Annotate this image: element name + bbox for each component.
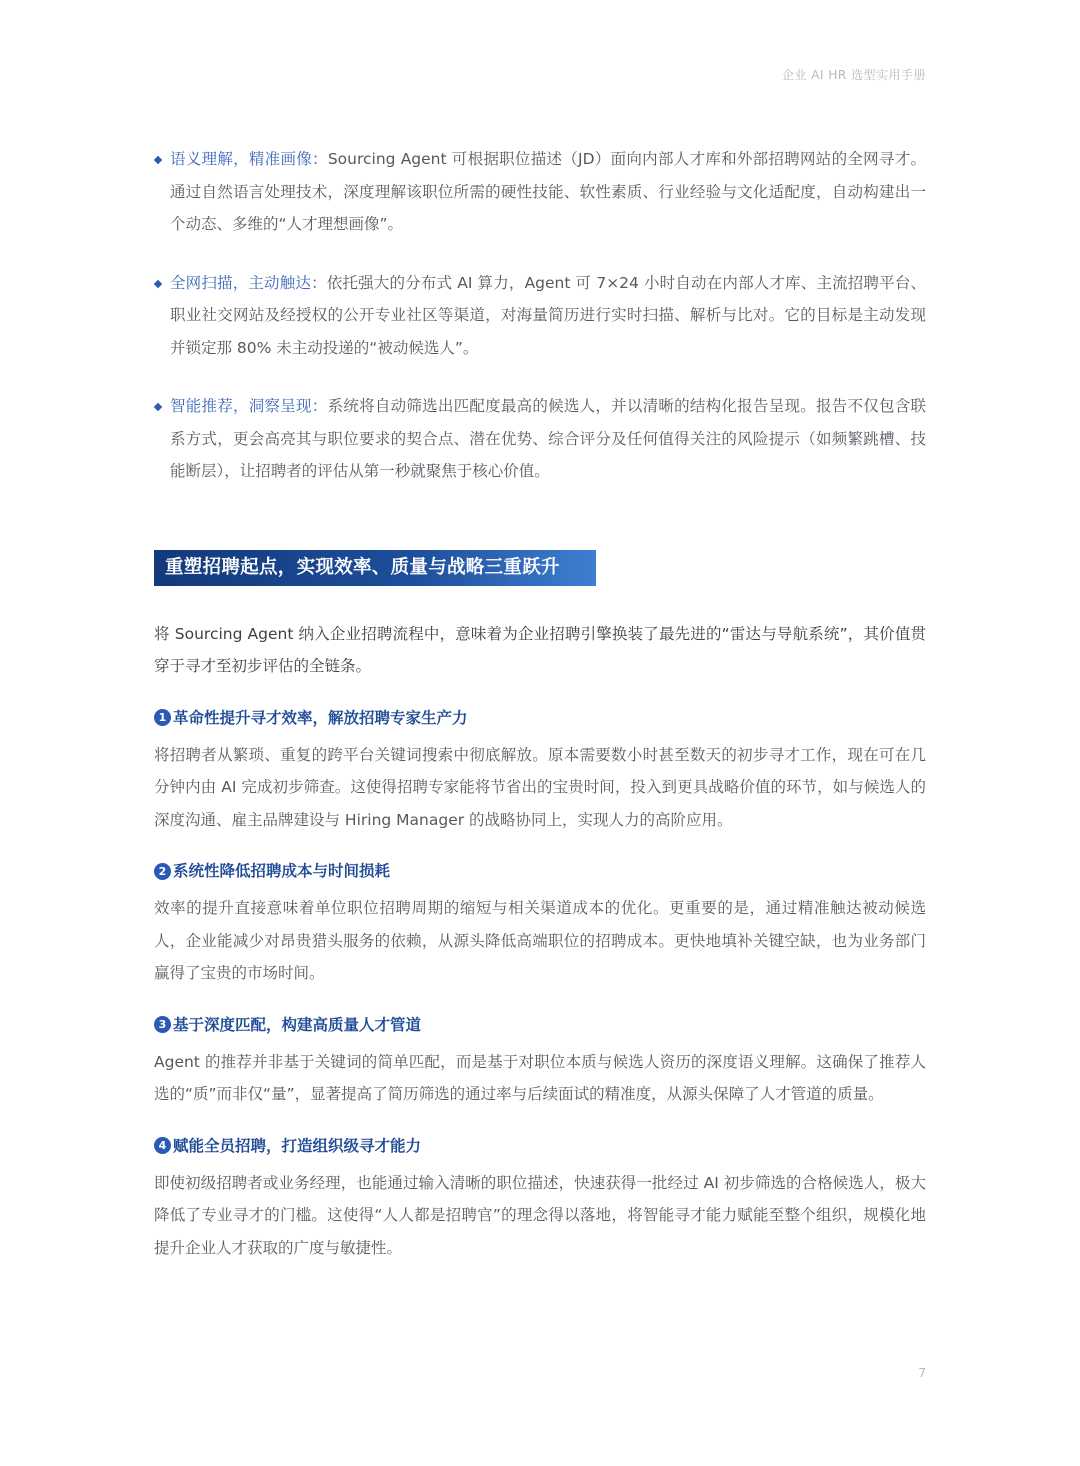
number-badge-icon: 1 [154,709,171,726]
point-title-text: 基于深度匹配，构建高质量人才管道 [173,1015,422,1034]
point-body: 效率的提升直接意味着单位职位招聘周期的缩短与相关渠道成本的优化。更重要的是，通过精准触达被动候选人，企业能减少对昂贵猎头服务的依赖，从源头降低高端职位的招聘成本。更快地填补关键空缺，也为业务部门赢得了宝贵的市场时间。 [154,899,926,982]
point-1 [154,705,926,837]
section-intro: 将 Sourcing Agent 纳入企业招聘流程中，意味着为企业招聘引擎换装了最先进的“雷达与导航系统”，其价值贯穿于寻才至初步评估的全链条。 [154,624,926,675]
point-2 [154,858,926,990]
point-body: 即使初级招聘者或业务经理，也能通过输入清晰的职位描述，快速获得一批经过 AI 初步筛选的合格候选人，极大降低了专业寻才的门槛。这使得“人人都是招聘官”的理念得以落地，将智能寻才能力赋能至整个组织，规模化地提升企业人才获取的广度与敏捷性。 [154,1173,926,1257]
point-body: 将招聘者从繁琐、重复的跨平台关键词搜索中彻底解放。原本需要数小时甚至数天的初步寻才工作，现在可在几分钟内由 AI 完成初步筛查。这使得招聘专家能将节省出的宝贵时间，投入到更具战略价值的环节，如与候选人的深度沟通、雇主品牌建设与 Hiring Manager 的战略协同上，实现人力的高阶应用。 [154,745,926,829]
bullet-item-semantic [154,143,926,241]
bullet-lead: 全网扫描，主动触达： [170,273,327,292]
bullet-text: 系统将自动筛选出匹配度最高的候选人，并以清晰的结构化报告呈现。报告不仅包含联系方式，更会高亮其与职位要求的契合点、潜在优势、综合评分及任何值得关注的风险提示（如频繁跳槽、技能断层），让招聘者的评估从第一秒就聚焦于核心价值。 [170,397,926,480]
point-title-text: 系统性降低招聘成本与时间损耗 [173,862,391,880]
number-badge-icon: 3 [154,1016,171,1033]
point-4 [154,1133,926,1265]
bullet-item-recommend [154,390,926,488]
diamond-bullet-icon [154,403,162,411]
bullet-lead: 语义理解，精准画像： [170,150,328,168]
point-body: Agent 的推荐并非基于关键词的简单匹配，而是基于对职位本质与候选人资历的深度语义理解。这确保了推荐人选的“质”而非仅“量”，显著提高了简历筛选的通过率与后续面试的精准度，从源头保障了人才管道的质量。 [154,1052,926,1103]
diamond-bullet-icon [154,279,162,287]
point-title [154,858,926,884]
number-badge-icon: 2 [154,863,171,880]
point-title-text: 赋能全员招聘，打造组织级寻才能力 [173,1136,422,1155]
bullet-item-scan [154,267,926,365]
point-3 [154,1012,926,1111]
number-badge-icon: 4 [154,1137,171,1154]
section-heading-banner: 重塑招聘起点，实现效率、质量与战略三重跃升 [154,550,596,586]
point-title [154,1133,926,1159]
bullet-text: Sourcing Agent 可根据职位描述（JD）面向内部人才库和外部招聘网站的全网寻才。通过自然语言处理技术，深度理解该职位所需的硬性技能、软性素质、行业经验与文化适配度，自动构建出一个动态、多维的“人才理想画像”。 [170,150,926,233]
page-content [154,143,926,1264]
point-title [154,1012,926,1038]
bullet-text: 依托强大的分布式 AI 算力，Agent 可 7×24 小时自动在内部人才库、主流招聘平台、职业社交网站及经授权的公开专业社区等渠道，对海量简历进行实时扫描、解析与比对。它的目标是主动发现并锁定那 80% 未主动投递的“被动候选人”。 [170,273,926,357]
bullet-lead: 智能推荐，洞察呈现： [170,397,328,415]
diamond-bullet-icon [154,156,162,164]
page-number: 7 [918,1366,926,1380]
running-header: 企业 AI HR 选型实用手册 [781,68,926,82]
point-title-text: 革命性提升寻才效率，解放招聘专家生产力 [173,708,468,727]
point-title [154,705,926,731]
